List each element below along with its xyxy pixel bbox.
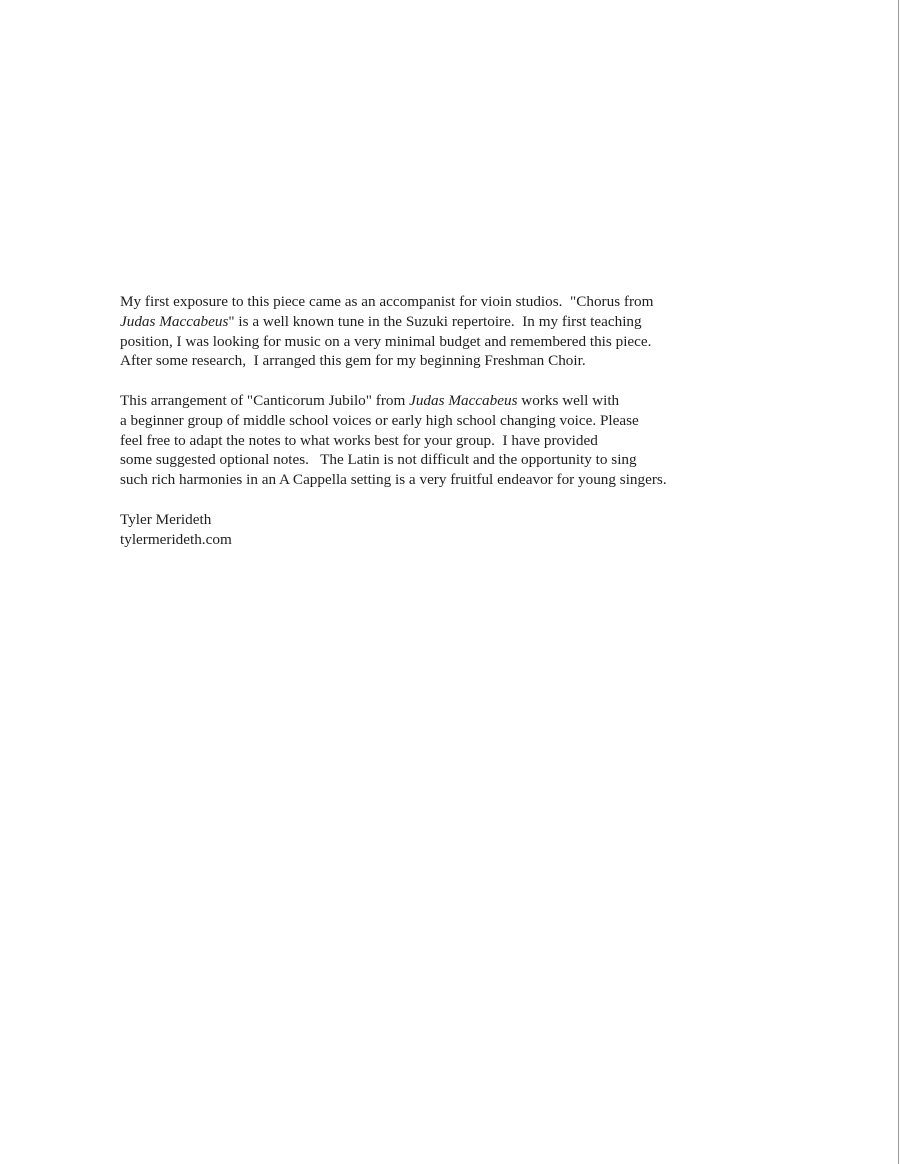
author-website: tylermerideth.com xyxy=(120,530,232,548)
author-name: Tyler Merideth xyxy=(120,510,212,528)
work-title-italic: Judas Maccabeus xyxy=(120,312,229,330)
text-line: position, I was looking for music on a very minimal budget and remembered this piece. xyxy=(120,332,652,350)
arrangement-note xyxy=(120,292,840,569)
text-segment: works well with xyxy=(517,391,620,409)
text-line: such rich harmonies in an A Cappella setting is a very fruitful endeavor for young singers. xyxy=(120,471,667,489)
work-title-italic: Judas Maccabeus xyxy=(409,391,518,409)
text-line: After some research, I arranged this gem for my beginning Freshman Choir. xyxy=(120,352,586,370)
text-line xyxy=(120,391,840,411)
paragraph-background xyxy=(120,292,840,371)
text-segment: " is a well known tune in the Suzuki repertoire. In my first teaching xyxy=(228,312,642,330)
signature-block xyxy=(120,510,840,550)
text-line: My first exposure to this piece came as an accompanist for vioin studios. "Chorus from xyxy=(120,293,654,310)
paragraph-arrangement xyxy=(120,391,840,490)
text-line: some suggested optional notes. The Latin is not difficult and the opportunity to sing xyxy=(120,451,637,469)
text-line: a beginner group of middle school voices or early high school changing voice. Please xyxy=(120,411,639,429)
text-line xyxy=(120,312,840,332)
text-segment: This arrangement of "Canticorum Jubilo" from xyxy=(120,391,410,409)
text-line: feel free to adapt the notes to what works best for your group. I have provided xyxy=(120,431,598,449)
